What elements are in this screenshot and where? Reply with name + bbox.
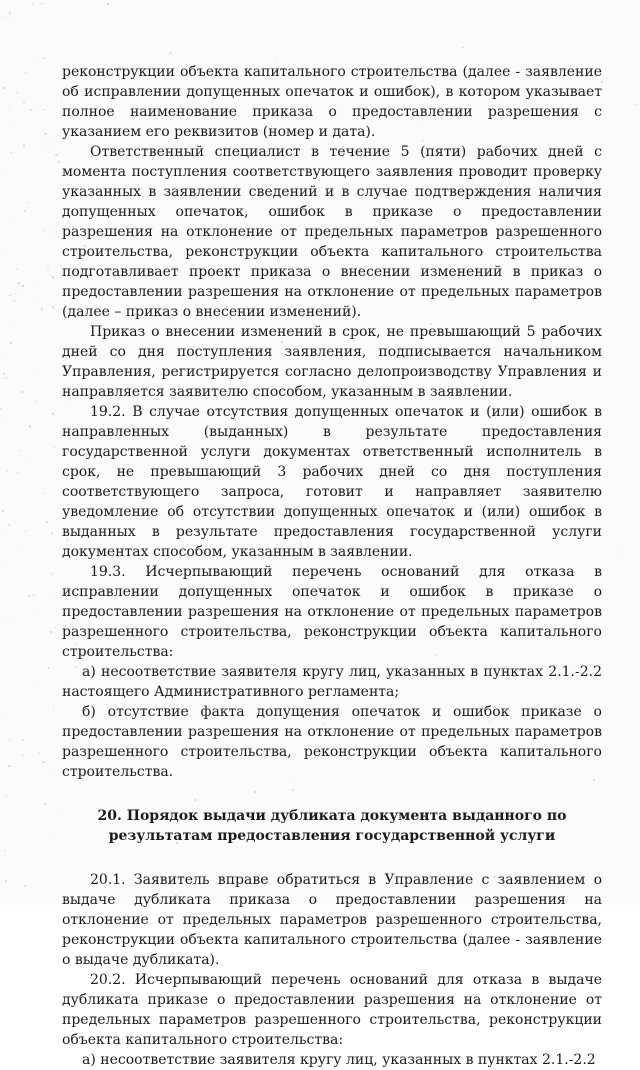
scan-speckle (5, 377, 7, 379)
scan-speckle (47, 268, 49, 270)
scan-speckle (18, 282, 20, 284)
scan-speckle (7, 534, 9, 536)
scan-speckle (47, 143, 49, 145)
scan-speckle (616, 551, 618, 553)
scan-speckle (9, 21, 10, 22)
scan-speckle (41, 3, 42, 4)
scan-speckle (9, 12, 11, 14)
scan-speckle (6, 470, 7, 471)
paragraph-19-2: 19.2. В случае отсутствия допущенных опечаток и (или) ошибок в направленных (выданных) в результате предоставления государственной услуги документах ответственный исполнитель в срок, не превышающий 3 рабочих дней со дня поступления соответствующего запроса, готовит и направляет заявителю уведомление об отсутствии допущенных опечаток и (или) ошибок в выданных в результате предоставления государственной услуги документах способом, указанным в заявлении. (62, 404, 602, 560)
scan-speckle (25, 72, 27, 74)
scan-speckle (9, 295, 11, 297)
list-item-a: а) несоответствие заявителя кругу лиц, указанных в пунктах 2.1.-2.2 настоящего Административного регламента; (62, 664, 602, 700)
scan-speckle (14, 300, 16, 302)
paragraph-19-3: 19.3. Исчерпывающий перечень оснований для отказа в исправлении допущенных опечаток и ошибок в приказе о предоставлении разрешения на отклонение от предельных параметров разрешенного строительства, реконструкции объекта капитального строительства: (62, 564, 602, 660)
scan-speckle (44, 803, 46, 805)
paragraph-continuation: реконструкции объекта капитального строительства (далее - заявление об исправлении допущенных опечаток и ошибок), в котором указывает полное наименование приказа о предоставлении разрешения с указанием его реквизитов (номер и дата). (62, 64, 602, 140)
section-heading-20: 20. Порядок выдачи дубликата документа выданного по результатам предоставления государственной услуги (97, 808, 567, 844)
scan-speckle (17, 472, 19, 474)
scan-speckle (41, 308, 43, 310)
scan-speckle (15, 293, 17, 295)
scan-speckle (38, 299, 39, 300)
scan-speckle (24, 885, 26, 887)
scan-speckle (16, 268, 18, 270)
scan-speckle (51, 573, 53, 575)
scan-speckle (9, 106, 10, 107)
scan-speckle (51, 770, 52, 771)
scan-speckle (3, 373, 5, 375)
scan-speckle (30, 109, 32, 111)
paragraph-20-1: 20.1. Заявитель вправе обратиться в Управление с заявлением о выдаче дубликата приказа о предоставлении разрешения на отклонение от предельных параметров разрешенного строительства, реконструкции объекта капитального строительства (далее - заявление о выдаче дубликата). (62, 872, 602, 968)
scan-speckle (5, 16, 6, 17)
scan-speckle (55, 154, 57, 156)
scan-speckle (23, 102, 25, 104)
scan-speckle (10, 152, 11, 153)
scan-speckle (48, 667, 49, 668)
scan-speckle (4, 253, 6, 255)
scan-speckle (43, 109, 45, 111)
scan-speckle (38, 612, 39, 613)
scan-speckle (8, 524, 10, 526)
scan-speckle (57, 319, 58, 320)
scan-speckle (28, 595, 30, 597)
scan-speckle (32, 685, 33, 686)
scan-speckle (9, 222, 10, 223)
scan-speckle (22, 754, 25, 757)
scan-speckle (43, 493, 45, 495)
scan-speckle (33, 594, 35, 596)
scan-speckle (55, 837, 57, 839)
scan-speckle (462, 47, 464, 49)
scan-speckle (18, 551, 19, 552)
list-item-a-duplicate: а) несоответствие заявителя кругу лиц, указанных в пунктах 2.1.-2.2 (82, 1052, 596, 1068)
scan-speckle (50, 631, 52, 633)
scan-speckle (23, 144, 25, 146)
scan-speckle (46, 521, 48, 523)
document-body (62, 62, 602, 1070)
scan-speckle (18, 450, 20, 452)
scan-speckle (7, 622, 8, 623)
scan-speckle (58, 161, 60, 163)
scan-speckle (59, 265, 61, 267)
scan-speckle (55, 231, 57, 233)
scan-speckle (0, 565, 1, 566)
paragraph-responsible-specialist: Ответственный специалист в течение 5 (пяти) рабочих дней с момента поступления соответствующего заявления проводит проверку указанных в заявлении сведений и в случае подтверждения наличия допущенных опечаток, ошибок в приказе о предоставлении разрешения на отклонение от предельных параметров разрешенного строительства, реконструкции объекта капитального строительства подготавливает проект приказа о внесении изменений в приказ о предоставлении разрешения на отклонение от предельных параметров (далее – приказ о внесении изменений). (62, 144, 602, 320)
scan-speckle (3, 352, 4, 353)
scan-speckle (4, 850, 7, 853)
scan-speckle (32, 3, 34, 5)
scan-speckle (44, 133, 46, 135)
scan-speckle (10, 342, 12, 344)
list-item-b: б) отсутствие факта допущения опечаток и ошибок приказе о предоставлении разрешения на отклонение от предельных параметров разрешенного строительства, реконструкции объекта капитального строительства. (62, 704, 602, 780)
scan-speckle (8, 765, 10, 767)
scan-speckle (38, 752, 40, 754)
scan-speckle (25, 530, 27, 532)
scan-speckle (51, 532, 53, 534)
scan-speckle (22, 285, 24, 287)
scan-speckle (55, 595, 56, 596)
scan-speckle (39, 105, 40, 106)
scan-speckle (1, 716, 2, 717)
scan-speckle (34, 60, 35, 61)
scan-speckle (37, 285, 38, 286)
scan-speckle (11, 127, 12, 128)
scan-speckle (52, 306, 54, 308)
scan-speckle (169, 52, 171, 54)
scan-speckle (53, 708, 55, 710)
scan-speckle (43, 129, 44, 130)
scan-speckle (58, 153, 59, 154)
scan-speckle (10, 326, 11, 327)
scan-speckle (43, 57, 45, 59)
scan-speckle (2, 510, 4, 512)
scan-speckle (52, 276, 54, 278)
scan-speckle (55, 627, 56, 628)
scan-speckle (4, 419, 5, 420)
scan-speckle (6, 795, 8, 797)
scan-speckle (22, 739, 24, 741)
scan-speckle (56, 811, 57, 812)
scan-speckle (29, 425, 31, 427)
scan-speckle (107, 3, 109, 5)
scan-speckle (44, 230, 46, 232)
scan-speckle (634, 104, 636, 106)
scan-speckle (54, 446, 55, 447)
scan-speckle (16, 92, 18, 94)
scan-speckle (0, 408, 2, 410)
scan-speckle (3, 87, 5, 89)
scan-speckle (28, 462, 30, 464)
scan-speckle (9, 739, 11, 741)
scan-speckle (5, 169, 7, 171)
paragraph-20-2: 20.2. Исчерпывающий перечень оснований для отказа в выдаче дубликата приказе о предоставлении разрешения на отклонение от предельных параметров разрешенного строительства, реконструкции объекта капитального строительства: (62, 972, 602, 1048)
scan-speckle (35, 401, 37, 403)
scan-speckle (21, 391, 23, 393)
scan-speckle (42, 761, 44, 763)
scan-speckle (34, 375, 35, 376)
scan-speckle (28, 202, 30, 204)
scan-speckle (24, 210, 26, 212)
paragraph-order-changes: Приказ о внесении изменений в срок, не превышающий 5 рабочих дней со дня поступления заявления, подписывается начальником Управления, регистрируется согласно делопроизводству Управления и направляется заявителю способом, указанным в заявлении. (62, 324, 602, 400)
scan-speckle (5, 880, 7, 882)
scan-speckle (52, 413, 54, 415)
